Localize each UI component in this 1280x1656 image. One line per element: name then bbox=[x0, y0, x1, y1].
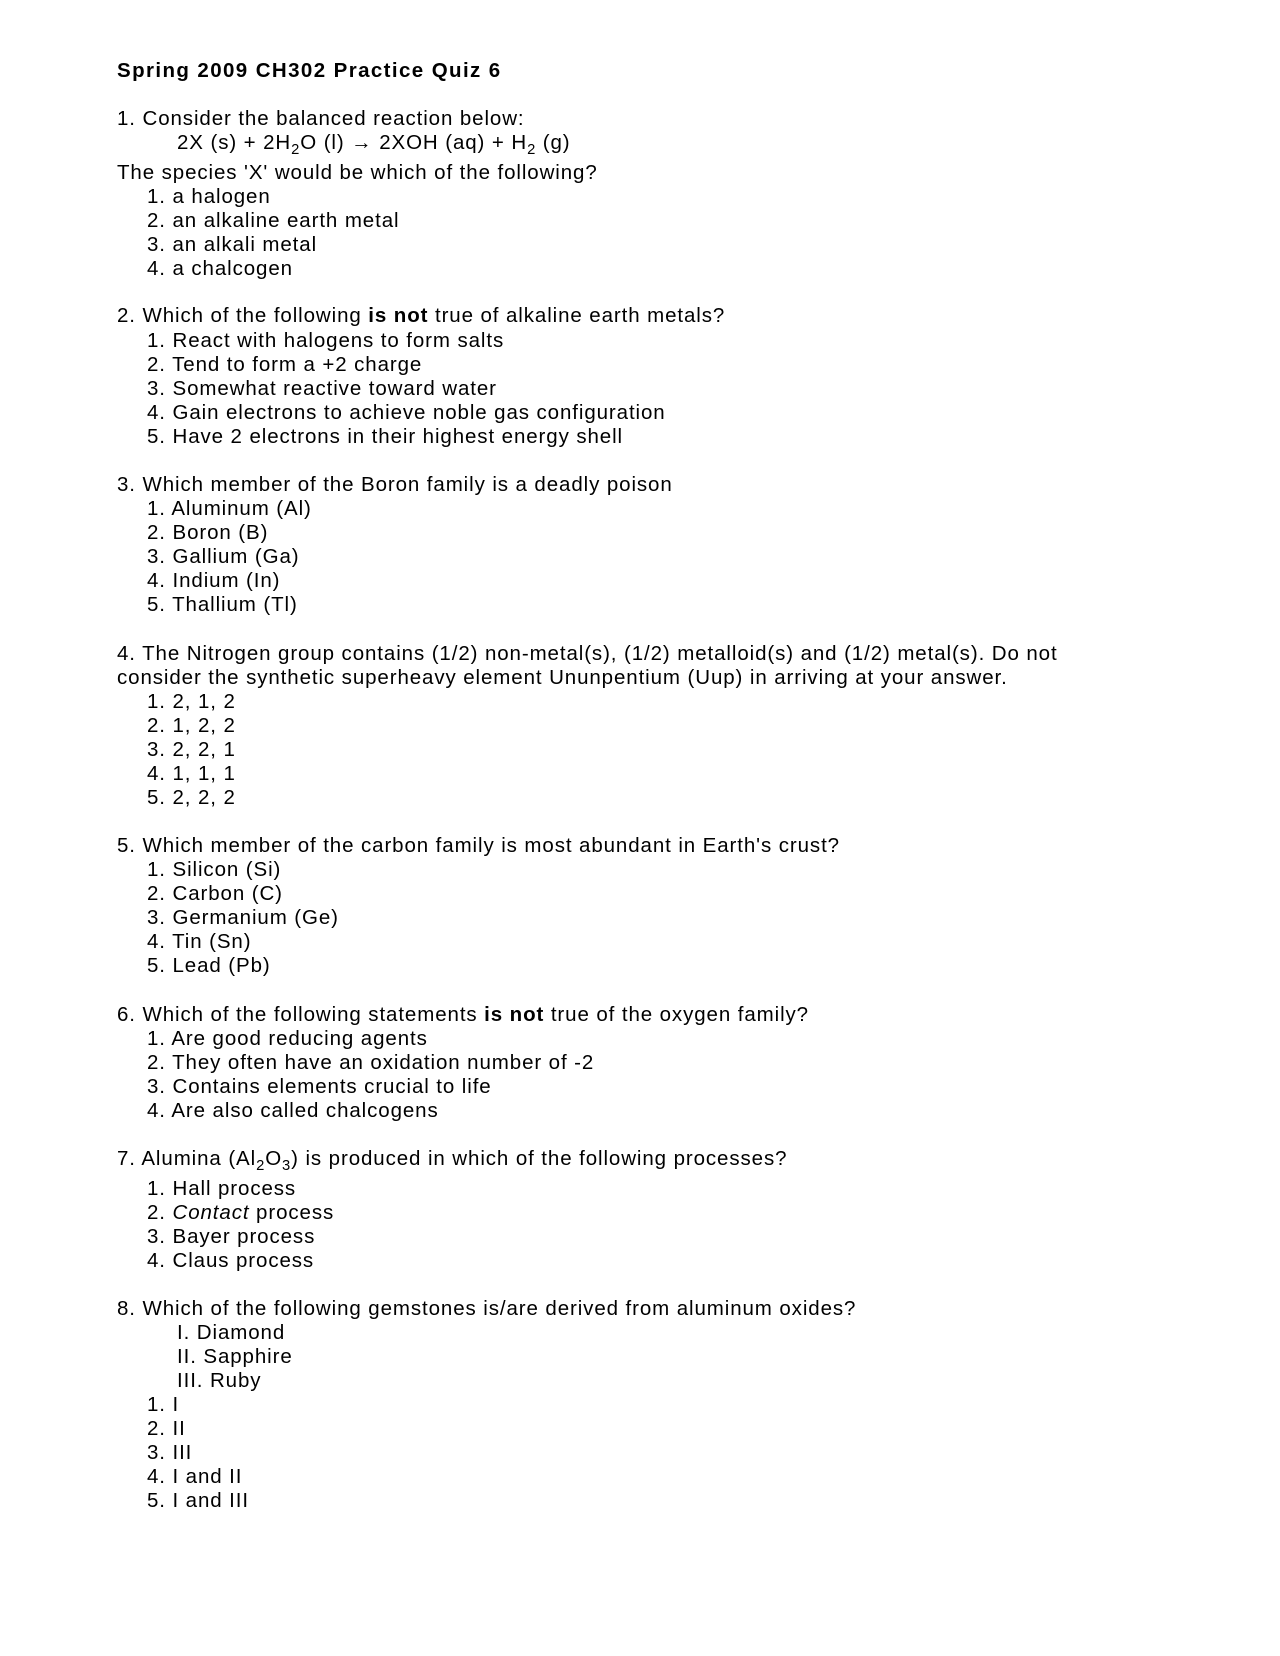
option: 2. II bbox=[147, 1417, 186, 1440]
option: 3. Gallium (Ga) bbox=[147, 545, 300, 568]
option: 1. Are good reducing agents bbox=[147, 1027, 428, 1050]
question-8: 8. Which of the following gemstones is/are derived from aluminum oxides? bbox=[117, 1297, 857, 1320]
option: 2. They often have an oxidation number of -2 bbox=[147, 1051, 595, 1074]
option: 4. 1, 1, 1 bbox=[147, 762, 236, 785]
roman-item: III. Ruby bbox=[177, 1369, 262, 1392]
option: 1. Silicon (Si) bbox=[147, 858, 282, 881]
option: 4. a chalcogen bbox=[147, 257, 293, 280]
option: 2. Carbon (C) bbox=[147, 882, 283, 905]
option: 4. Tin (Sn) bbox=[147, 930, 252, 953]
page-title: Spring 2009 CH302 Practice Quiz 6 bbox=[117, 59, 502, 82]
option: 3. Contains elements crucial to life bbox=[147, 1075, 492, 1098]
option: 5. Lead (Pb) bbox=[147, 954, 271, 977]
option: 4. Gain electrons to achieve noble gas configuration bbox=[147, 401, 666, 424]
option: 4. Claus process bbox=[147, 1249, 315, 1272]
option: 1. a halogen bbox=[147, 185, 271, 208]
option: 4. Are also called chalcogens bbox=[147, 1099, 439, 1122]
option: 5. 2, 2, 2 bbox=[147, 786, 236, 809]
option: 2. 1, 2, 2 bbox=[147, 714, 236, 737]
option: 3. Somewhat reactive toward water bbox=[147, 377, 497, 400]
option: 3. III bbox=[147, 1441, 193, 1464]
question-4-continued: consider the synthetic superheavy element Ununpentium (Uup) in arriving at your answer. bbox=[117, 666, 1008, 689]
option: 4. I and II bbox=[147, 1465, 243, 1488]
option: 2. Contact process bbox=[147, 1201, 335, 1224]
question-7: 7. Alumina $(Al_2O_3)$ is produced in which of the following processes? bbox=[117, 1147, 788, 1174]
option: 5. I and III bbox=[147, 1489, 249, 1512]
option: 4. Indium (In) bbox=[147, 569, 281, 592]
option: 3. 2, 2, 1 bbox=[147, 738, 236, 761]
question-4: 4. The Nitrogen group contains (1/2) non-metal(s), (1/2) metalloid(s) and (1/2) metal(s). Do not bbox=[117, 642, 1058, 665]
option: 3. Germanium (Ge) bbox=[147, 906, 339, 929]
option: 5. Have 2 electrons in their highest energy shell bbox=[147, 425, 623, 448]
question-5: 5. Which member of the carbon family is most abundant in Earth's crust? bbox=[117, 834, 840, 857]
question-2: 2. Which of the following is not true of alkaline earth metals? bbox=[117, 304, 726, 327]
option: 1. React with halogens to form salts bbox=[147, 329, 505, 352]
option: 2. Boron (B) bbox=[147, 521, 269, 544]
option: 1. Aluminum (Al) bbox=[147, 497, 312, 520]
question-3: 3. Which member of the Boron family is a deadly poison bbox=[117, 473, 673, 496]
option: 1. Hall process bbox=[147, 1177, 297, 1200]
option: 2. Tend to form a +2 charge bbox=[147, 353, 423, 376]
question-6: 6. Which of the following statements is not true of the oxygen family? bbox=[117, 1003, 809, 1026]
option: 3. an alkali metal bbox=[147, 233, 318, 256]
question-1: 1. Consider the balanced reaction below: bbox=[117, 107, 525, 130]
option: 1. 2, 1, 2 bbox=[147, 690, 236, 713]
option: 3. Bayer process bbox=[147, 1225, 316, 1248]
option: 1. I bbox=[147, 1393, 180, 1416]
roman-item: II. Sapphire bbox=[177, 1345, 293, 1368]
option: 5. Thallium (Tl) bbox=[147, 593, 298, 616]
question-1-prompt: The species 'X' would be which of the following? bbox=[117, 161, 598, 184]
option: 2. an alkaline earth metal bbox=[147, 209, 400, 232]
reaction-equation: 2X $(s) + 2H_2O$ (l) → 2XOH $(aq) + H_2$ (g) bbox=[177, 131, 571, 158]
roman-item: I. Diamond bbox=[177, 1321, 286, 1344]
